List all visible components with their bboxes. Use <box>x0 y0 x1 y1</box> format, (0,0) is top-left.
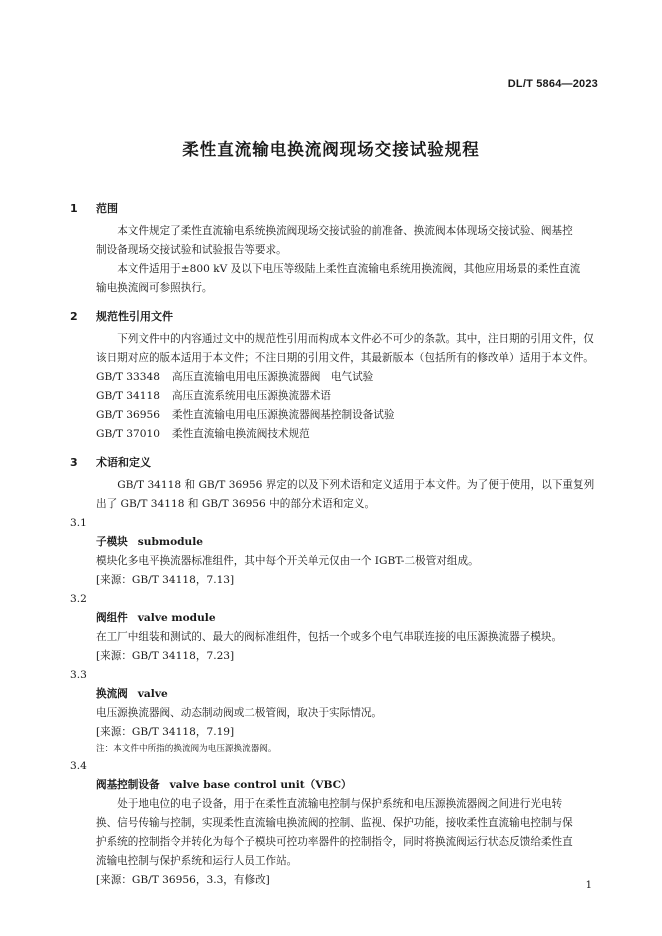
text-line: 流输电控制与保护系统和运行人员工作站。 <box>96 855 298 867</box>
reference-item <box>70 406 600 425</box>
text-line: 出了 GB/T 34118 和 GB/T 36956 中的部分术语和定义。 <box>96 498 376 510</box>
section-number: 2 <box>70 310 78 323</box>
section-title: 规范性引用文件 <box>96 310 173 323</box>
term-entry <box>70 590 600 666</box>
reference-item <box>70 387 600 406</box>
reference-title: 高压直流系统用电压源换流器术语 <box>172 390 331 402</box>
reference-code: GB/T 37010 <box>96 428 160 440</box>
term-definition: 在工厂中组装和测试的、最大的阀标准组件，包括一个或多个电气串联连接的电压源换流器子模块。 <box>96 631 563 643</box>
reference-title: 柔性直流输电换流阀技术规范 <box>172 428 310 440</box>
text-line: 本文件适用于±800 kV 及以下电压等级陆上柔性直流输电系统用换流阀，其他应用场景的柔性直流 <box>117 263 581 275</box>
term-number: 3.2 <box>70 593 87 605</box>
term-definition: 电压源换流器阀、动态制动阀或二极管阀，取决于实际情况。 <box>96 707 383 719</box>
text-line: 制设备现场交接试验和试验报告等要求。 <box>96 244 287 256</box>
section-3-heading <box>70 454 600 470</box>
reference-title: 高压直流输电用电压源换流器阀 电气试验 <box>172 371 374 383</box>
text-line: GB/T 34118 和 GB/T 36956 界定的以及下列术语和定义适用于本文件。为了便于使用，以下重复列 <box>117 479 595 491</box>
term-name <box>70 533 600 552</box>
text-line: 处于地电位的电子设备，用于在柔性直流输电控制与保护系统和电压源换流器阀之间进行光电转 <box>117 798 563 810</box>
reference-code: GB/T 33348 <box>96 371 160 383</box>
references-intro-paragraph <box>70 330 600 368</box>
text-line: 护系统的控制指令并转化为每个子模块可控功率器件的控制指令，同时将换流阀运行状态反馈给柔性直 <box>96 836 573 848</box>
section-title: 术语和定义 <box>96 456 151 469</box>
term-source: [来源：GB/T 36956，3.3，有修改] <box>96 874 270 886</box>
term-name <box>70 609 600 628</box>
term-source: [来源：GB/T 34118，7.23] <box>96 650 235 662</box>
term-name <box>70 685 600 704</box>
text-line: 输电换流阀可参照执行。 <box>96 282 213 294</box>
reference-item <box>70 368 600 387</box>
document-code: DL/T 5864—2023 <box>507 78 598 90</box>
text-line: 该日期对应的版本适用于本文件；不注日期的引用文件，其最新版本（包括所有的修改单）适用于本文件。 <box>96 352 594 364</box>
term-number: 3.4 <box>70 760 87 772</box>
term-number: 3.1 <box>70 517 87 529</box>
section-1-heading <box>70 200 600 216</box>
terms-intro-paragraph <box>70 476 600 514</box>
text-line: 本文件规定了柔性直流输电系统换流阀现场交接试验的前准备、换流阀本体现场交接试验、阀基控 <box>117 225 573 237</box>
term-english: valve base control unit（VBC） <box>169 779 352 791</box>
scope-paragraph-1 <box>70 222 600 260</box>
term-entry <box>70 514 600 590</box>
reference-item <box>70 425 600 444</box>
reference-code: GB/T 34118 <box>96 390 160 402</box>
text-line: 换、信号传输与控制，实现柔性直流输电换流阀的控制、监视、保护功能，接收柔性直流输电控制与保 <box>96 817 573 829</box>
term-number: 3.3 <box>70 669 87 681</box>
term-definition <box>70 795 600 871</box>
term-english: valve module <box>137 612 216 624</box>
term-chinese: 换流阀 <box>96 688 128 700</box>
term-source: [来源：GB/T 34118，7.19] <box>96 726 235 738</box>
term-note: 注：本文件中所指的换流阀为电压源换流器阀。 <box>96 744 277 754</box>
term-entry <box>70 757 600 890</box>
reference-code: GB/T 36956 <box>96 409 160 421</box>
scope-paragraph-2 <box>70 260 600 298</box>
term-entry <box>70 666 600 757</box>
section-number: 1 <box>70 202 78 215</box>
reference-title: 柔性直流输电用电压源换流器阀基控制设备试验 <box>172 409 395 421</box>
term-source: [来源：GB/T 34118，7.13] <box>96 574 235 586</box>
section-2-heading <box>70 308 600 324</box>
document-title: 柔性直流输电换流阀现场交接试验规程 <box>182 140 480 159</box>
term-english: submodule <box>137 536 204 548</box>
term-chinese: 子模块 <box>96 536 128 548</box>
document-body <box>70 200 600 890</box>
section-title: 范围 <box>96 202 118 215</box>
term-definition: 模块化多电平换流器标准组件，其中每个开关单元仅由一个 IGBT-二极管对组成。 <box>96 555 479 567</box>
text-line: 下列文件中的内容通过文中的规范性引用而构成本文件必不可少的条款。其中，注日期的引用文件，仅 <box>117 333 594 345</box>
page-number: 1 <box>585 880 592 891</box>
term-english: valve <box>137 688 168 700</box>
term-chinese: 阀基控制设备 <box>96 779 160 791</box>
section-number: 3 <box>70 456 78 469</box>
term-chinese: 阀组件 <box>96 612 128 624</box>
term-name <box>70 776 600 795</box>
